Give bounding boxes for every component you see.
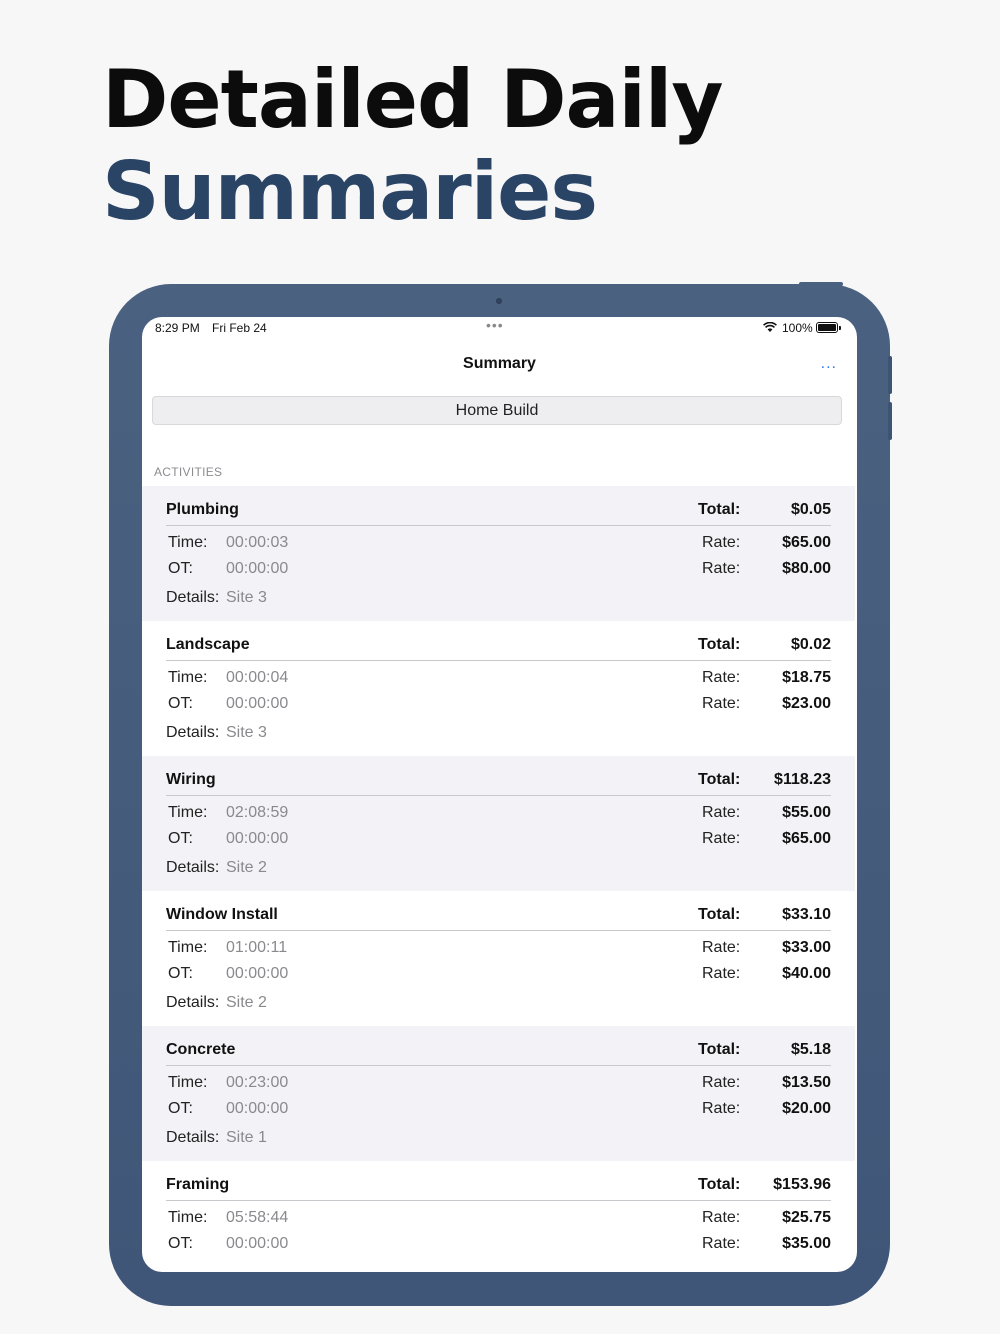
ot-value: 00:00:00 (226, 1100, 289, 1117)
time-value: 05:58:44 (226, 1209, 289, 1226)
total-value: $5.18 (790, 1041, 831, 1058)
details-label: Details: (166, 589, 220, 606)
details-label: Details: (166, 1129, 220, 1146)
ot-rate-label: Rate: (702, 560, 741, 577)
section-header-activities: ACTIVITIES (154, 465, 223, 479)
time-label: Time: (168, 534, 208, 551)
details-value: Site 1 (226, 1129, 267, 1146)
rate-label: Rate: (702, 939, 741, 956)
ot-value: 00:00:00 (226, 1235, 289, 1252)
activity-row[interactable] (142, 1026, 855, 1161)
total-value: $118.23 (774, 771, 831, 788)
rate-label: Rate: (702, 804, 741, 821)
activity-name: Window Install (166, 906, 278, 923)
rate-label: Rate: (702, 1209, 741, 1226)
total-label: Total: (698, 1176, 741, 1193)
ot-label: OT: (168, 560, 193, 577)
row-divider (166, 1200, 831, 1201)
ot-label: OT: (168, 695, 193, 712)
time-label: Time: (168, 669, 208, 686)
ot-label: OT: (168, 830, 193, 847)
time-label: Time: (168, 1074, 208, 1091)
headline-line-2: Summaries (102, 145, 598, 238)
details-value: Site 3 (226, 589, 267, 606)
activity-name: Concrete (166, 1041, 236, 1058)
details-label: Details: (166, 859, 220, 876)
total-label: Total: (698, 501, 741, 518)
volume-up-button (888, 356, 892, 394)
activity-row[interactable] (142, 1161, 855, 1272)
details-label: Details: (166, 994, 220, 1011)
top-button (799, 282, 843, 286)
ot-rate-value: $35.00 (782, 1235, 831, 1252)
total-label: Total: (698, 906, 741, 923)
rate-value: $55.00 (782, 804, 831, 821)
details-value: Site 3 (226, 724, 267, 741)
status-time: 8:29 PM (155, 321, 200, 335)
rate-value: $33.00 (782, 939, 831, 956)
time-value: 00:00:04 (226, 669, 289, 686)
ot-label: OT: (168, 1235, 193, 1252)
total-label: Total: (698, 636, 741, 653)
ot-value: 00:00:00 (226, 560, 289, 577)
ot-rate-value: $65.00 (782, 830, 831, 847)
ot-rate-value: $80.00 (782, 560, 831, 577)
time-value: 00:00:03 (226, 534, 289, 551)
time-value: 00:23:00 (226, 1074, 289, 1091)
details-value: Site 2 (226, 994, 267, 1011)
total-label: Total: (698, 1041, 741, 1058)
nav-title: Summary (463, 355, 536, 372)
ot-value: 00:00:00 (226, 695, 289, 712)
ot-label: OT: (168, 1100, 193, 1117)
row-divider (166, 525, 831, 526)
details-label: Details: (166, 724, 220, 741)
total-value: $153.96 (773, 1176, 831, 1193)
ot-value: 00:00:00 (226, 965, 289, 982)
total-label: Total: (698, 771, 741, 788)
time-label: Time: (168, 939, 208, 956)
battery-percent: 100% (782, 321, 813, 335)
rate-label: Rate: (702, 669, 741, 686)
time-label: Time: (168, 1209, 208, 1226)
time-label: Time: (168, 804, 208, 821)
app-screen (142, 317, 857, 1272)
page-headline (102, 54, 723, 238)
ot-rate-label: Rate: (702, 830, 741, 847)
status-bar (142, 317, 857, 339)
activity-name: Plumbing (166, 501, 239, 518)
ot-rate-value: $40.00 (782, 965, 831, 982)
activity-row[interactable] (142, 486, 855, 621)
activity-row[interactable] (142, 621, 855, 756)
ot-rate-label: Rate: (702, 1235, 741, 1252)
multitasking-dots-icon[interactable]: ••• (486, 317, 504, 333)
project-selector[interactable]: Home Build (152, 396, 842, 425)
details-value: Site 2 (226, 859, 267, 876)
total-value: $33.10 (782, 906, 831, 923)
ot-label: OT: (168, 965, 193, 982)
activity-name: Landscape (166, 636, 250, 653)
activities-list (142, 486, 855, 1272)
rate-label: Rate: (702, 534, 741, 551)
activity-name: Framing (166, 1176, 230, 1193)
rate-value: $65.00 (782, 534, 831, 551)
battery-icon (816, 322, 838, 333)
ot-value: 00:00:00 (226, 830, 289, 847)
total-value: $0.02 (790, 636, 831, 653)
more-options-button[interactable]: ... (820, 355, 837, 372)
volume-down-button (888, 402, 892, 440)
total-value: $0.05 (790, 501, 831, 518)
activity-row[interactable] (142, 891, 855, 1026)
ot-rate-value: $23.00 (782, 695, 831, 712)
status-date: Fri Feb 24 (212, 321, 267, 335)
row-divider (166, 1065, 831, 1066)
activity-row[interactable] (142, 756, 855, 891)
row-divider (166, 930, 831, 931)
camera-icon (496, 298, 502, 304)
wifi-icon (763, 322, 777, 332)
rate-label: Rate: (702, 1074, 741, 1091)
headline-line-1: Detailed Daily (102, 53, 723, 146)
rate-value: $18.75 (782, 669, 831, 686)
row-divider (166, 795, 831, 796)
ot-rate-label: Rate: (702, 1100, 741, 1117)
ot-rate-label: Rate: (702, 965, 741, 982)
time-value: 01:00:11 (226, 939, 288, 956)
tablet-device-frame (109, 284, 890, 1306)
ot-rate-value: $20.00 (782, 1100, 831, 1117)
rate-value: $13.50 (782, 1074, 831, 1091)
rate-value: $25.75 (782, 1209, 831, 1226)
activity-name: Wiring (166, 771, 216, 788)
row-divider (166, 660, 831, 661)
time-value: 02:08:59 (226, 804, 289, 821)
ot-rate-label: Rate: (702, 695, 741, 712)
